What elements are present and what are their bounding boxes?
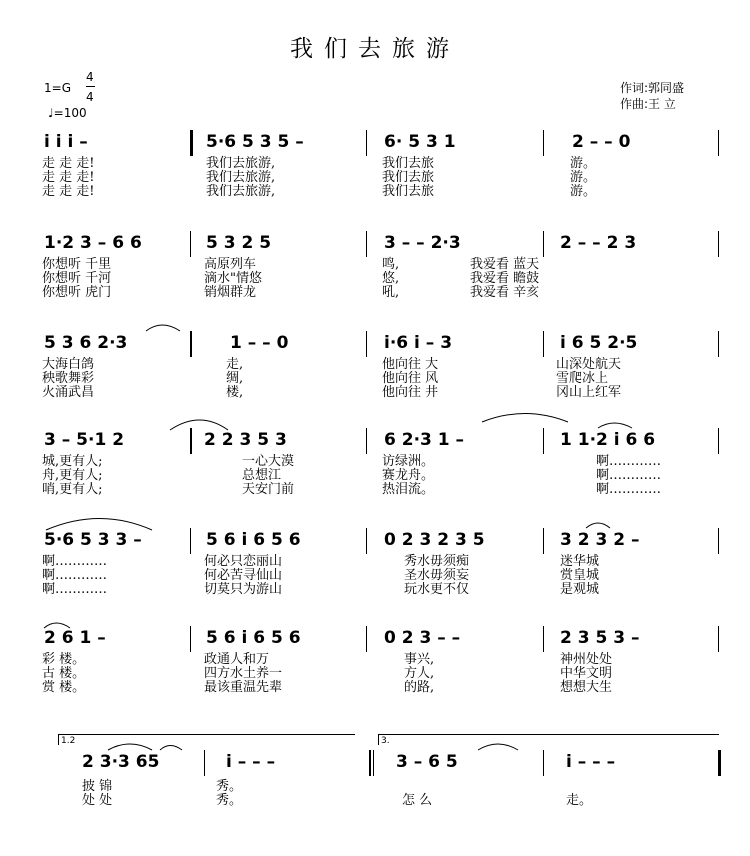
lyric: 啊………… bbox=[42, 568, 108, 583]
slur bbox=[160, 746, 182, 751]
lyric: 悠, bbox=[382, 271, 400, 286]
lyric: 中华文明 bbox=[560, 666, 613, 681]
slur bbox=[108, 744, 152, 750]
lyric: 秀。 bbox=[216, 793, 243, 808]
lyric: 啊………… bbox=[42, 554, 108, 569]
lyric: 绸, bbox=[226, 371, 244, 386]
lyric: 走 走 走! bbox=[42, 184, 95, 199]
quarter-note-icon: ♩ bbox=[48, 106, 54, 120]
lyric: 神州处处 bbox=[560, 652, 613, 667]
ending-label-2: 3. bbox=[381, 736, 390, 746]
lyric: 走 走 走! bbox=[42, 156, 95, 171]
lyric: 他向往 大 bbox=[382, 357, 439, 372]
measure-notes: i i i – bbox=[44, 132, 88, 152]
lyric: 赏 楼。 bbox=[42, 680, 86, 695]
lyric: 四方水土养一 bbox=[204, 666, 283, 681]
measure-notes: 3 – 5·1 2 bbox=[44, 430, 125, 450]
measure-notes: 2 3·3 65 bbox=[82, 752, 160, 772]
lyric: 高原列车 bbox=[204, 257, 257, 272]
composer-credit: 作曲:王 立 bbox=[620, 97, 676, 111]
lyric: 我们去旅 bbox=[382, 156, 435, 171]
measure-notes: 2 6 1 – bbox=[44, 628, 106, 648]
measure-notes: 3 2 3 2 – bbox=[560, 530, 640, 550]
measure-notes: 5 6 i 6 5 6 bbox=[206, 530, 301, 550]
slur bbox=[598, 423, 632, 428]
lyric: 秧歌舞彩 bbox=[42, 371, 95, 386]
lyric: 切莫只为游山 bbox=[204, 582, 283, 597]
lyric: 鸣, bbox=[382, 257, 400, 272]
lyric: 秀。 bbox=[216, 779, 243, 794]
measure-notes: 6· 5 3 1 bbox=[384, 132, 456, 152]
slur bbox=[46, 519, 152, 531]
lyric: 我们去旅游, bbox=[206, 170, 276, 185]
lyric: 你想听 虎门 bbox=[42, 285, 112, 300]
lyric: 他向往 井 bbox=[382, 385, 439, 400]
lyric: 雪爬冰上 bbox=[556, 371, 609, 386]
lyric: 滴水"情悠 bbox=[204, 271, 262, 286]
lyric: 我们去旅 bbox=[382, 170, 435, 185]
lyric: 最该重温先辈 bbox=[204, 680, 283, 695]
lyric: 楼, bbox=[226, 385, 244, 400]
slur bbox=[478, 744, 518, 750]
lyric: 游。 bbox=[570, 170, 597, 185]
lyric: 披 锦 bbox=[82, 779, 113, 794]
measure-notes: 0 2 3 – – bbox=[384, 628, 461, 648]
slur bbox=[482, 414, 568, 423]
measure-notes: 5 3 2 5 bbox=[206, 233, 272, 253]
lyric: 走。 bbox=[566, 793, 593, 808]
measure-notes: 0 2 3 2 3 5 bbox=[384, 530, 485, 550]
key-signature: 1=G bbox=[44, 81, 71, 95]
measure-notes: 3 – – 2·3 bbox=[384, 233, 461, 253]
measure-notes: i – – – bbox=[566, 752, 616, 772]
lyric: 赏皇城 bbox=[560, 568, 600, 583]
lyric: 销烟群龙 bbox=[204, 285, 257, 300]
measure-notes: 5 3 6 2·3 bbox=[44, 333, 128, 353]
time-signature-top: 4 bbox=[86, 70, 94, 84]
slur bbox=[586, 523, 610, 528]
lyric: 迷华城 bbox=[560, 554, 600, 569]
lyric: 啊………… bbox=[42, 582, 108, 597]
lyric: 我爱看 瞻鼓 bbox=[470, 271, 540, 286]
lyric: 彩 楼。 bbox=[42, 652, 86, 667]
lyric: 冈山上红军 bbox=[556, 385, 622, 400]
lyric: 的路, bbox=[404, 680, 435, 695]
lyric: 游。 bbox=[570, 156, 597, 171]
lyric: 舟,更有人; bbox=[42, 468, 103, 483]
lyric: 走, bbox=[226, 357, 244, 372]
ending-label-1: 1.2 bbox=[61, 736, 76, 746]
lyric: 总想江 bbox=[242, 468, 282, 483]
lyric: 我们去旅游, bbox=[206, 184, 276, 199]
lyric: 想想大生 bbox=[560, 680, 613, 695]
slur bbox=[170, 420, 228, 430]
lyric: 一心大漠 bbox=[242, 454, 295, 469]
measure-notes: 2 – – 0 bbox=[572, 132, 631, 152]
lyric: 啊………… bbox=[596, 454, 662, 469]
lyric: 啊………… bbox=[596, 468, 662, 483]
measure-notes: 5·6 5 3 3 – bbox=[44, 530, 142, 550]
lyric: 何必苦寻仙山 bbox=[204, 568, 283, 583]
lyric: 事兴, bbox=[404, 652, 435, 667]
lyric: 是观城 bbox=[560, 582, 600, 597]
time-signature-bottom: 4 bbox=[86, 90, 94, 104]
measure-notes: i·6 i – 3 bbox=[384, 333, 453, 353]
lyricist-credit: 作词:郭同盛 bbox=[620, 81, 685, 95]
lyric: 古 楼。 bbox=[42, 666, 86, 681]
measure-notes: 1 – – 0 bbox=[230, 333, 289, 353]
lyric: 走 走 走! bbox=[42, 170, 95, 185]
song-title: 我们去旅游 bbox=[290, 36, 460, 62]
measure-notes: 2 3 5 3 – bbox=[560, 628, 640, 648]
measure-notes: 6 2·3 1 – bbox=[384, 430, 465, 450]
lyric: 何必只恋丽山 bbox=[204, 554, 283, 569]
lyric: 天安门前 bbox=[242, 482, 295, 497]
lyric: 我们去旅 bbox=[382, 184, 435, 199]
measure-notes: 2 2 3 5 3 bbox=[204, 430, 287, 450]
measure-notes: 5 6 i 6 5 6 bbox=[206, 628, 301, 648]
lyric: 哨,更有人; bbox=[42, 482, 103, 497]
lyric: 处 处 bbox=[82, 793, 113, 808]
lyric: 秀水毋须痴 bbox=[404, 554, 470, 569]
lyric: 赛龙舟。 bbox=[382, 468, 435, 483]
measure-notes: i 6 5 2·5 bbox=[560, 333, 638, 353]
measure-notes: 1·2 3 – 6 6 bbox=[44, 233, 142, 253]
measure-notes: 3 – 6 5 bbox=[396, 752, 458, 772]
measure-notes: 5·6 5 3 5 – bbox=[206, 132, 304, 152]
lyric: 城,更有人; bbox=[42, 454, 103, 469]
lyric: 我们去旅游, bbox=[206, 156, 276, 171]
lyric: 啊………… bbox=[596, 482, 662, 497]
lyric: 热泪流。 bbox=[382, 482, 435, 497]
tempo-value: =100 bbox=[53, 106, 87, 120]
lyric: 他向往 风 bbox=[382, 371, 439, 386]
lyric: 我爱看 辛亥 bbox=[470, 285, 540, 300]
lyric: 你想听 千里 bbox=[42, 257, 112, 272]
measure-notes: i – – – bbox=[226, 752, 276, 772]
lyric: 山深处航天 bbox=[556, 357, 622, 372]
lyric: 大海白鸽 bbox=[42, 357, 95, 372]
lyric: 方人, bbox=[404, 666, 435, 681]
slur bbox=[146, 325, 180, 331]
lyric: 我爱看 蓝天 bbox=[470, 257, 540, 272]
lyric: 访绿洲。 bbox=[382, 454, 435, 469]
lyric: 政通人和万 bbox=[204, 652, 270, 667]
lyric: 圣水毋须妄 bbox=[404, 568, 470, 583]
lyric: 玩水更不仅 bbox=[404, 582, 470, 597]
lyric: 游。 bbox=[570, 184, 597, 199]
lyric: 怎 么 bbox=[402, 793, 433, 808]
lyric: 吼, bbox=[382, 285, 400, 300]
measure-notes: 2 – – 2 3 bbox=[560, 233, 637, 253]
slur bbox=[44, 623, 70, 628]
lyric: 你想听 千河 bbox=[42, 271, 112, 286]
lyric: 火涌武昌 bbox=[42, 385, 95, 400]
measure-notes: 1 1·2 i 6 6 bbox=[560, 430, 656, 450]
